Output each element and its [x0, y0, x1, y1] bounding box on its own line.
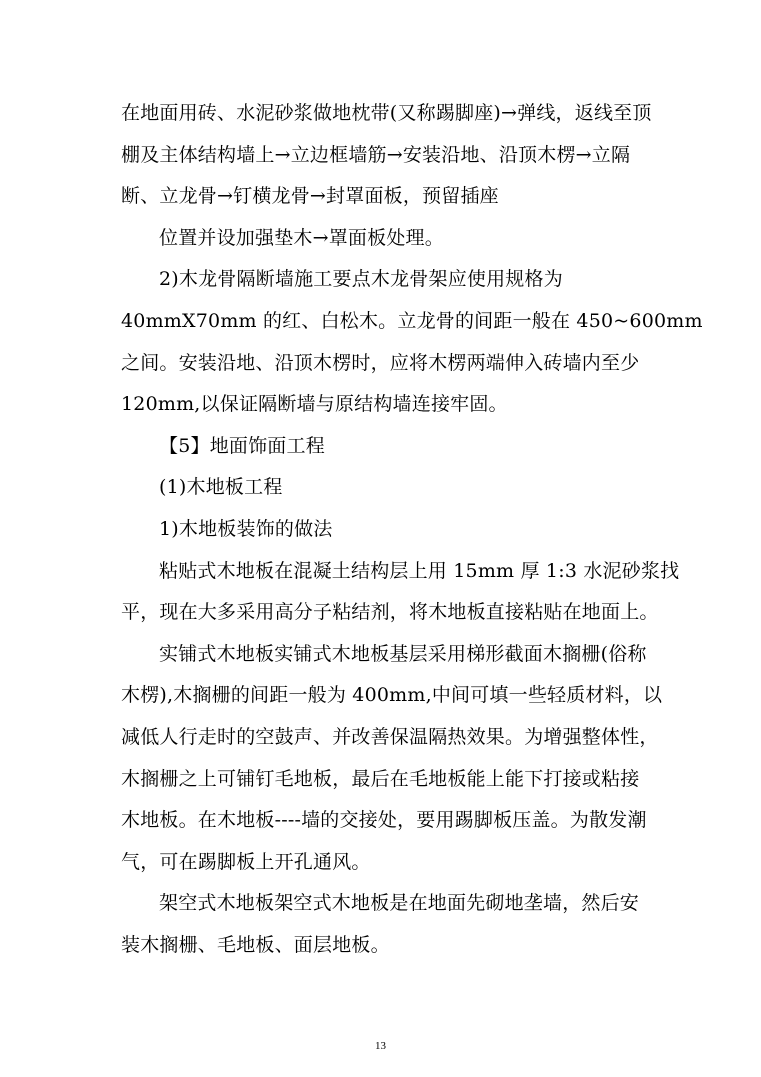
text-line: 120mm,以保证隔断墙与原结构墙连接牢固。: [121, 393, 508, 416]
text-line: 木搁栅之上可铺钉毛地板，最后在毛地板能上能下打接或粘接: [121, 767, 640, 790]
text-line: 粘贴式木地板在混凝土结构层上用 15mm 厚 1:3 水泥砂浆找: [159, 559, 680, 582]
subsection-heading: 1)木地板装饰的做法: [159, 517, 333, 540]
text-line: 在地面用砖、水泥砂浆做地枕带(又称踢脚座)→弹线，返线至顶: [121, 102, 652, 124]
section-heading: 【5】地面饰面工程: [159, 434, 325, 457]
text-line: 棚及主体结构墙上→立边框墙筋→安装沿地、沿顶木楞→立隔: [121, 143, 631, 166]
text-line: 装木搁栅、毛地板、面层地板。: [121, 933, 390, 956]
text-line: 减低人行走时的空鼓声、并改善保温隔热效果。为增强整体性，: [121, 725, 659, 748]
text-line: 2)木龙骨隔断墙施工要点木龙骨架应使用规格为: [159, 268, 563, 291]
text-line: 40mmX70mm 的红、白松木。立龙骨的间距一般在 450~600mm: [121, 309, 703, 332]
text-line: 实铺式木地板实铺式木地板基层采用梯形截面木搁栅(俗称: [159, 642, 647, 665]
subsection-heading: (1)木地板工程: [159, 476, 283, 499]
text-line: 气，可在踢脚板上开孔通风。: [121, 850, 371, 873]
text-line: 位置并设加强垫木→罩面板处理。: [159, 226, 444, 249]
text-line: 之间。安装沿地、沿顶木楞时，应将木楞两端伸入砖墙内至少: [121, 351, 640, 374]
body-text: [121, 93, 703, 966]
text-line: 木地板。在木地板----墙的交接处，要用踢脚板压盖。为散发潮: [121, 809, 647, 832]
text-line: 架空式木地板架空式木地板是在地面先砌地垄墙，然后安: [159, 892, 640, 915]
text-line: 平，现在大多采用高分子粘结剂，将木地板直接粘贴在地面上。: [121, 601, 659, 624]
text-line: 断、立龙骨→钉横龙骨→封罩面板，预留插座: [121, 185, 499, 208]
text-line: 木楞),木搁栅的间距一般为 400mm,中间可填一些轻质材料，以: [121, 684, 663, 707]
page-number: 13: [375, 1040, 386, 1052]
